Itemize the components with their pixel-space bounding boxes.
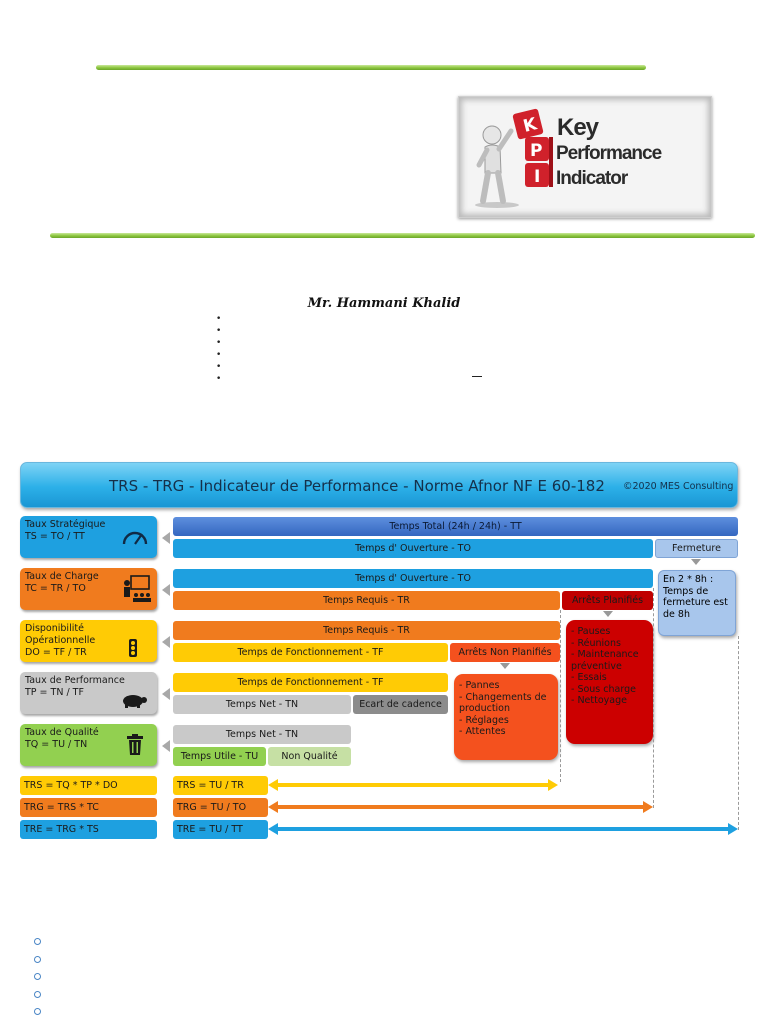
- bullet-dot: •: [216, 314, 222, 324]
- range-arrows: [18, 462, 740, 844]
- kpi-word-indicator: Indicator: [556, 168, 628, 189]
- bar-ecart-cadence: Ecart de cadence: [353, 695, 448, 714]
- indicator-tp-formula: TP = TN / TF: [25, 687, 84, 698]
- arrets-non-planifies-item: - Réglages: [459, 714, 509, 726]
- open-bullet-circle: [34, 956, 41, 963]
- infographic-title: TRS - TRG - Indicateur de Performance - Norme Afnor NF E 60-182: [109, 477, 605, 495]
- bullet-dot: •: [216, 350, 222, 360]
- fermeture-note-line: fermeture est: [663, 597, 728, 608]
- indicator-ts-name: Taux Stratégique: [25, 519, 106, 530]
- dash-mark: [472, 376, 482, 377]
- bar-arrets-planifies: Arrêts Planifiés: [562, 591, 653, 610]
- kpi-letter-k: K: [521, 114, 539, 137]
- arrets-planifies-item: - Maintenance: [571, 649, 639, 660]
- kpi-logo: [458, 96, 712, 218]
- formula-trs-right: TRS = TU / TR: [173, 776, 268, 795]
- indicator-tq-formula: TQ = TU / TN: [25, 739, 88, 750]
- open-bullet-circle: [34, 991, 41, 998]
- indicator-do-formula: DO = TF / TR: [25, 647, 87, 658]
- kpi-word-key: Key: [557, 114, 599, 141]
- bar-temps-requis-1: Temps Requis - TR: [173, 591, 560, 610]
- bullet-dot: •: [216, 326, 222, 336]
- kpi-illustration: [459, 97, 711, 217]
- bar-temps-ouverture-2: Temps d' Ouverture - TO: [173, 569, 653, 588]
- bottom-green-rule: [50, 233, 755, 238]
- formula-trs-left: TRS = TQ * TP * DO: [20, 776, 157, 795]
- fermeture-note-line: En 2 * 8h :: [663, 574, 714, 585]
- bar-fermeture: Fermeture: [655, 539, 738, 558]
- bar-temps-utile: Temps Utile - TU: [173, 747, 266, 766]
- bar-temps-requis-2: Temps Requis - TR: [173, 621, 560, 640]
- indicator-do-name: Disponibilité Opérationnelle: [25, 623, 96, 646]
- bullet-dot: •: [216, 338, 222, 348]
- bar-temps-ouverture-1: Temps d' Ouverture - TO: [173, 539, 653, 558]
- formula-tre-left: TRE = TRG * TS: [20, 820, 157, 839]
- bar-non-qualite: Non Qualité: [268, 747, 351, 766]
- open-bullet-circle: [34, 973, 41, 980]
- open-bullet-circle: [34, 938, 41, 945]
- fermeture-note-line: de 8h: [663, 608, 690, 620]
- kpi-cubes: [512, 108, 553, 187]
- range-arrow-trs: [268, 779, 558, 791]
- trs-infographic: [18, 462, 740, 844]
- figure-icon: [475, 126, 519, 208]
- range-arrow-trg: [268, 801, 653, 813]
- indicator-tc-name: Taux de Charge: [25, 571, 99, 582]
- arrets-planifies-item: - Réunions: [571, 637, 621, 649]
- bar-arrets-non-planifies: Arrêts Non Planifiés: [450, 643, 560, 662]
- kpi-letter-i: I: [534, 167, 541, 187]
- formula-trg-left: TRG = TRS * TC: [20, 798, 157, 817]
- range-arrow-tre: [268, 823, 738, 835]
- bar-temps-net-2: Temps Net - TN: [173, 725, 351, 744]
- arrets-planifies-item: - Pauses: [571, 626, 611, 637]
- indicator-tp-name: Taux de Performance: [25, 675, 125, 686]
- bar-temps-fonctionnement-2: Temps de Fonctionnement - TF: [173, 673, 448, 692]
- author-name: Mr. Hammani Khalid: [307, 296, 461, 311]
- bullet-dot: •: [216, 362, 222, 372]
- arrets-planifies-item: préventive: [571, 660, 622, 672]
- kpi-letter-p: P: [530, 141, 543, 161]
- arrets-non-planifies-item: production: [459, 703, 511, 714]
- arrets-non-planifies-item: - Changements de: [459, 691, 547, 703]
- arrets-non-planifies-item: - Attentes: [459, 726, 506, 737]
- bar-temps-total: Temps Total (24h / 24h) - TT: [173, 517, 738, 536]
- bar-temps-net-1: Temps Net - TN: [173, 695, 351, 714]
- arrets-planifies-item: - Nettoyage: [571, 695, 627, 706]
- indicator-tc-formula: TC = TR / TO: [25, 583, 86, 594]
- formula-tre-right: TRE = TU / TT: [173, 820, 268, 839]
- infographic-copyright: ©2020 MES Consulting: [623, 481, 734, 492]
- fermeture-note-line: Temps de: [663, 585, 709, 597]
- bullet-dot: •: [216, 374, 222, 384]
- arrets-planifies-item: - Sous charge: [571, 683, 636, 695]
- open-bullet-circle: [34, 1008, 41, 1015]
- formula-trg-right: TRG = TU / TO: [173, 798, 268, 817]
- arrets-planifies-item: - Essais: [571, 672, 607, 683]
- kpi-word-performance: Performance: [556, 143, 662, 164]
- arrets-non-planifies-item: - Pannes: [459, 680, 500, 691]
- top-green-rule: [96, 65, 646, 70]
- bar-temps-fonctionnement-1: Temps de Fonctionnement - TF: [173, 643, 448, 662]
- indicator-ts-formula: TS = TO / TT: [25, 531, 85, 542]
- indicator-tq-name: Taux de Qualité: [25, 727, 99, 738]
